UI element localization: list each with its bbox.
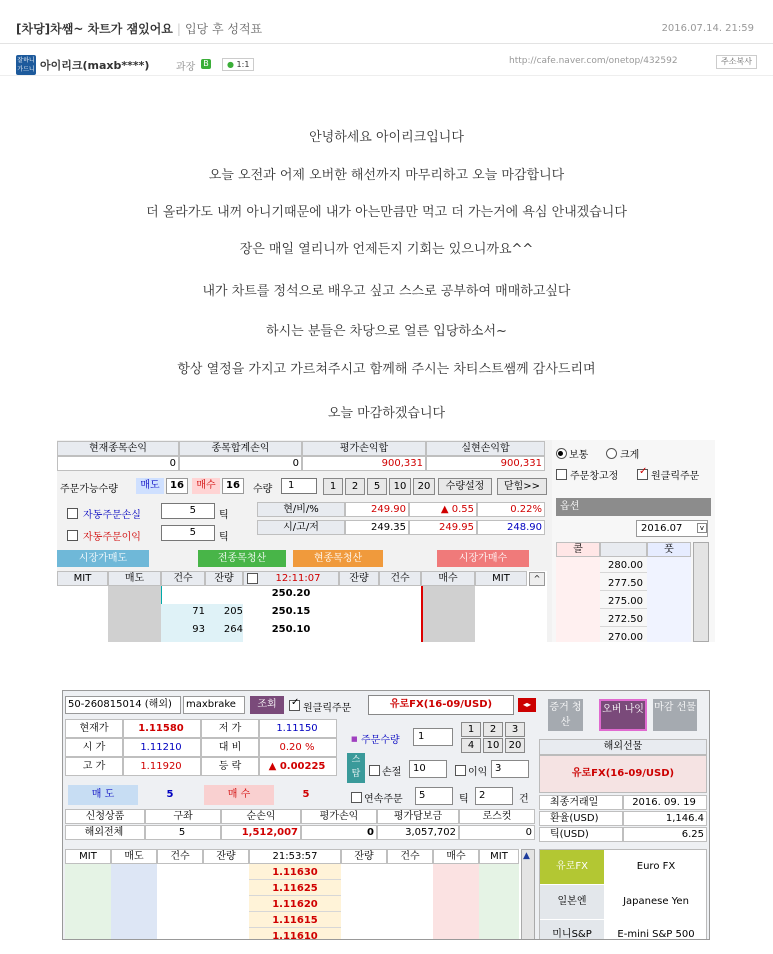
col-header: 잔량 [205, 571, 243, 586]
ohl-value: 249.95 [409, 520, 477, 535]
author-name[interactable]: 아이리크(maxb****) [40, 59, 150, 72]
price-label: 저 가 [201, 719, 259, 738]
category-text[interactable]: 입당 후 성적표 [184, 22, 263, 36]
info-value: 1,146.4 [623, 811, 707, 826]
market-sell-button[interactable]: 시장가매도 [57, 550, 149, 567]
hlc-label: 현/비/% [257, 502, 345, 517]
check-mark-icon: ✓ [639, 466, 648, 477]
order-qty-input[interactable]: 1 [413, 728, 453, 746]
sell-column [108, 586, 161, 642]
qty-btn-20[interactable]: 20 [413, 478, 435, 495]
tick-label: 틱 [459, 794, 469, 805]
arrows-icon[interactable]: ◂▸ [518, 698, 536, 712]
chevron-down-icon[interactable]: v [697, 523, 707, 533]
avatar[interactable]: 잘하니 가드니 [17, 57, 35, 73]
post-url[interactable]: http://cafe.naver.com/onetop/432592 [509, 56, 678, 66]
acct-value: 1,512,007 [221, 825, 301, 840]
close-all-button[interactable]: 전종목청산 [198, 550, 286, 567]
chat-label: 1:1 [236, 60, 250, 69]
hlc-value: 0.22% [477, 502, 545, 517]
tick-label: 틱 [219, 532, 229, 543]
price-label: 시 가 [65, 738, 123, 757]
take-profit-input[interactable]: 3 [491, 760, 529, 778]
tick-label: 틱 [219, 510, 229, 521]
ohl-value: 249.35 [345, 520, 409, 535]
pl-value: 900,331 [302, 456, 426, 471]
body-line-5: 내가 차트를 정석으로 배우고 싶고 스스로 공부하여 매매하고싶다 [202, 284, 571, 299]
col-header: 매도 [108, 571, 161, 586]
buy-label[interactable]: 매 수 [204, 785, 274, 805]
stop-button[interactable]: 스 탑 [347, 753, 365, 783]
qty-btn-1[interactable]: 1 [323, 478, 343, 495]
product-item-name[interactable]: Euro FX [636, 861, 676, 872]
close-panel-button[interactable]: 닫힘>> [497, 478, 547, 495]
acct-value: 0 [459, 825, 535, 840]
strike-row: 277.50 [600, 576, 647, 591]
acct-value: 0 [301, 825, 377, 840]
market-buy-button[interactable]: 시장가매수 [437, 550, 529, 567]
info-label: 틱(USD) [539, 827, 623, 842]
tick-input[interactable]: 2 [475, 787, 513, 805]
col-header: 매수 [433, 849, 479, 864]
pl-header: 종목합계손익 [179, 441, 302, 456]
sell-label[interactable]: 매 도 [68, 785, 138, 805]
order-book-1 [57, 571, 547, 642]
body-line-1: 안녕하세요 아이리크입니다 [309, 130, 464, 145]
acct-value: 5 [145, 825, 221, 840]
product-item-label[interactable]: 유로FX [540, 850, 604, 884]
closing-futures-tab[interactable]: 마감 선물 [653, 699, 697, 731]
qty-cell: 264 [223, 624, 243, 635]
auto-gain-checkbox[interactable] [67, 530, 78, 541]
product-item-label[interactable]: 일본엔 [540, 885, 604, 919]
stop-loss-label: 손절 [382, 767, 402, 778]
sell-count: 5 [166, 789, 174, 800]
price-cell: 1.11620 [249, 897, 341, 912]
info-label: 환율(USD) [539, 811, 623, 826]
account-summary [65, 809, 535, 845]
close-current-button[interactable]: 현종목청산 [293, 550, 383, 567]
body-line-3: 더 올라가도 내꺼 아니기때문에 내가 아는만큼만 먹고 더 가는거에 욕심 안내겠습니다 [146, 205, 627, 220]
call-header: 콜 [556, 542, 600, 557]
oneclick-label: 원클릭주문 [651, 471, 700, 482]
strike-row: 275.00 [600, 594, 647, 609]
pl-value: 0 [57, 456, 179, 471]
price-cell: 250.15 [271, 606, 311, 617]
hlc-value: 249.90 [345, 502, 409, 517]
strike-row: 272.50 [600, 612, 647, 627]
auto-loss-input[interactable]: 5 [161, 503, 215, 519]
mit-sell-col [65, 864, 111, 940]
qty-cell: 205 [223, 606, 243, 617]
futures-header: 해외선물 [539, 739, 707, 755]
price-cell: 1.11610 [249, 929, 341, 940]
copy-url-button[interactable]: 주소복사 [716, 55, 757, 69]
order-book-2 [65, 849, 535, 940]
strike-row: 270.00 [600, 630, 647, 642]
qty-btn-2[interactable]: 2 [483, 722, 503, 737]
strike-header [600, 542, 647, 557]
qty-input[interactable]: 1 [281, 478, 317, 494]
chat-icon: ● [227, 60, 234, 69]
info-value: 2016. 09. 19 [623, 795, 707, 810]
post-date: 2016.07.14. 21:59 [661, 23, 754, 34]
fix-window-label: 주문창고정 [570, 471, 619, 482]
take-profit-checkbox[interactable] [455, 765, 466, 776]
body-line-6: 하시는 분들은 차당으로 얼른 입당하소서~ [266, 324, 507, 339]
post-title: [차당]차쌤~ 차트가 잼있어요 | 입당 후 성적표 [16, 22, 263, 36]
scrollbar[interactable] [521, 849, 535, 940]
query-button[interactable]: 조회 [250, 696, 284, 714]
option-header: 옵션 [556, 498, 711, 516]
body-line-4: 장은 매일 열리니까 언제든지 기회는 있으니까요^^ [239, 242, 534, 257]
col-header: 건수 [387, 849, 433, 864]
col-header: MIT [57, 571, 108, 586]
col-header: 매수 [421, 571, 475, 586]
strike-row: 280.00 [600, 558, 647, 573]
normal-label: 보통 [569, 450, 589, 461]
col-header: 건수 [379, 571, 421, 586]
sell-qty: 16 [166, 478, 188, 494]
take-profit-label: 이익 [468, 767, 488, 778]
author-rank: 과장 [176, 62, 196, 73]
buy-count: 5 [302, 789, 310, 800]
right-panel [552, 440, 715, 642]
col-header: 잔량 [203, 849, 249, 864]
col-header: 잔량 [341, 849, 387, 864]
pl-header: 평가손익합 [302, 441, 426, 456]
stop-loss-input[interactable]: 10 [409, 760, 447, 778]
qty-setting-button[interactable]: 수량설정 [438, 478, 492, 495]
auto-gain-label: 자동주문이익 [83, 532, 141, 543]
col-header: 건수 [161, 571, 205, 586]
col-header-time: 12:11:07 [243, 571, 339, 586]
qty-btn-4[interactable]: 4 [461, 738, 481, 753]
order-qty-label: 주문수량 [361, 735, 400, 746]
check-mark-icon: ✓ [291, 697, 300, 708]
fix-window-checkbox[interactable] [556, 469, 567, 480]
body-line-8: 오늘 마감하겠습니다 [327, 406, 446, 421]
put-header: 풋 [647, 542, 691, 557]
col-header: MIT [479, 849, 519, 864]
info-label: 최종거래일 [539, 795, 623, 810]
buy-label[interactable]: 매수 [192, 478, 220, 494]
scroll-up-icon[interactable]: ▲ [523, 851, 530, 861]
margin-close-tab[interactable]: 증거 청산 [548, 699, 583, 731]
acct-header: 구좌 [145, 809, 221, 824]
auto-gain-input[interactable]: 5 [161, 525, 215, 541]
price-label: 대 비 [201, 738, 259, 757]
month-select[interactable]: 2016.07 [636, 520, 708, 537]
count-cell: 71 [192, 606, 205, 617]
acct-header: 신청상품 [65, 809, 145, 824]
trading-screenshot-1 [57, 440, 715, 642]
hlc-value: ▲ 0.55 [409, 502, 477, 517]
continuous-order-checkbox[interactable] [351, 792, 362, 803]
rank-badge-icon: B [201, 59, 211, 69]
scrollbar[interactable] [693, 542, 709, 642]
ohl-label: 시/고/저 [257, 520, 345, 535]
large-label: 크게 [620, 450, 640, 461]
chat-button[interactable] [222, 58, 254, 71]
pl-header: 현재종목손익 [57, 441, 179, 456]
acct-header: 순손익 [221, 809, 301, 824]
price-value: 1.11150 [259, 719, 337, 738]
acct-header: 평가손익 [301, 809, 377, 824]
col-header: MIT [65, 849, 111, 864]
sell-label[interactable]: 매도 [136, 478, 164, 494]
product-list [539, 849, 707, 940]
count-unit-label: 건 [519, 794, 529, 805]
product-item-name[interactable]: Japanese Yen [623, 896, 689, 907]
acct-header: 평가담보금 [377, 809, 459, 824]
buy-qty: 16 [222, 478, 244, 494]
sell-col [111, 864, 157, 940]
info-value: 6.25 [623, 827, 707, 842]
price-cell: 1.11630 [249, 865, 341, 880]
col-header: 매도 [111, 849, 157, 864]
normal-radio-dot [558, 451, 563, 456]
qty-btn-2[interactable]: 2 [345, 478, 365, 495]
scroll-up-icon[interactable]: ^ [529, 572, 545, 586]
buy-col [433, 864, 479, 940]
price-value: 1.11920 [123, 757, 201, 776]
continuous-order-input[interactable]: 5 [415, 787, 453, 805]
qty-btn-3[interactable]: 3 [505, 722, 525, 737]
count-cell: 93 [192, 624, 205, 635]
price-label: 고 가 [65, 757, 123, 776]
price-label: 등 락 [201, 757, 259, 776]
oneclick-label: 원클릭주문 [303, 703, 352, 714]
acct-header: 로스컷 [459, 809, 535, 824]
time-checkbox[interactable] [247, 573, 258, 584]
stop-loss-checkbox[interactable] [369, 765, 380, 776]
price-value: 1.11210 [123, 738, 201, 757]
col-header: 건수 [157, 849, 203, 864]
product-item-label[interactable]: 미니S&P [540, 920, 604, 940]
acct-value: 해외전체 [65, 825, 145, 840]
price-value: 1.11580 [123, 719, 201, 738]
call-column [556, 557, 600, 642]
col-header-time: 21:53:57 [249, 849, 341, 864]
pl-value: 0 [179, 456, 302, 471]
qty-btn-20[interactable]: 20 [505, 738, 525, 753]
price-value: ▲ 0.00225 [259, 757, 337, 776]
price-cell: 250.10 [271, 624, 311, 635]
buy-column [421, 586, 475, 642]
auto-loss-label: 자동주문손실 [83, 510, 141, 521]
qty-input-label: 수량 [253, 484, 273, 495]
ohl-value: 248.90 [477, 520, 545, 535]
qty-btn-10[interactable]: 10 [389, 478, 411, 495]
account-field[interactable]: 50-260815014 (해외) [65, 696, 181, 714]
put-column [647, 557, 691, 642]
acct-value: 3,057,702 [377, 825, 459, 840]
title-text[interactable]: [차당]차쌤~ 차트가 잼있어요 [16, 22, 173, 36]
bullet-icon: ■ [351, 735, 358, 743]
product-field[interactable]: 유로FX(16-09/USD) [368, 695, 514, 715]
qty-label: 주문가능수량 [60, 484, 118, 495]
qty-btn-10[interactable]: 10 [483, 738, 503, 753]
user-field: maxbrake [183, 696, 245, 714]
price-cell: 1.11615 [249, 913, 341, 928]
body-line-7: 항상 열정을 가지고 가르쳐주시고 함께해 주시는 차티스트쌤께 감사드리며 [177, 362, 596, 377]
body-line-2: 오늘 오전과 어제 오버한 해선까지 마무리하고 오늘 마감합니다 [208, 168, 565, 183]
price-grid [65, 719, 337, 781]
continuous-order-label: 연속주문 [364, 794, 403, 805]
qty-btn-5[interactable]: 5 [367, 478, 387, 495]
trading-screenshot-2 [62, 690, 710, 940]
large-radio[interactable] [606, 448, 617, 459]
auto-loss-checkbox[interactable] [67, 508, 78, 519]
col-header: MIT [475, 571, 527, 586]
pl-header: 실현손익합 [426, 441, 545, 456]
price-cell: 1.11625 [249, 881, 341, 896]
mit-buy-col [479, 864, 519, 940]
price-value: 0.20 % [259, 738, 337, 757]
futures-product: 유로FX(16-09/USD) [539, 755, 707, 793]
col-header: 잔량 [339, 571, 379, 586]
price-label: 현재가 [65, 719, 123, 738]
price-cell: 250.20 [271, 588, 311, 599]
product-item-name[interactable]: E-mini S&P 500 [617, 929, 695, 940]
overnight-tab[interactable]: 오버 나잇 [599, 699, 647, 731]
qty-btn-1[interactable]: 1 [461, 722, 481, 737]
pl-value: 900,331 [426, 456, 545, 471]
